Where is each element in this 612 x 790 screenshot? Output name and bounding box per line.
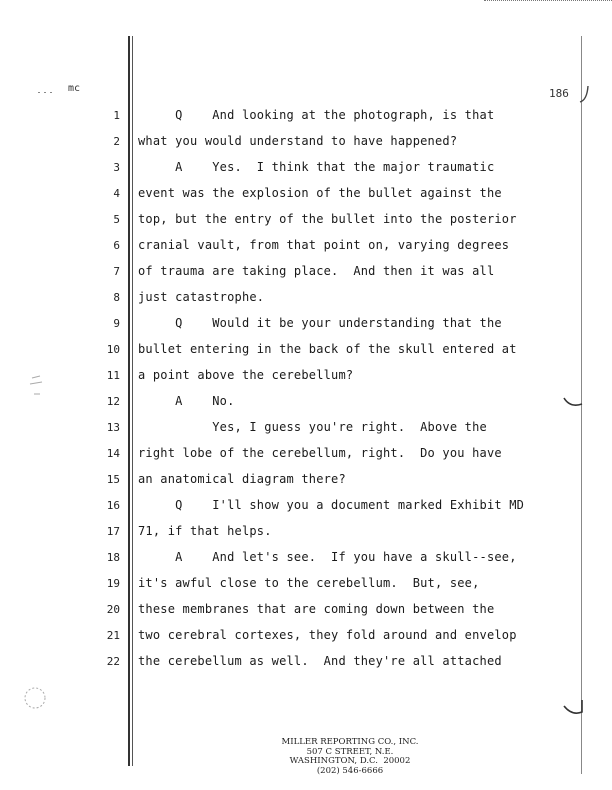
transcript-line: right lobe of the cerebellum, right. Do you have [138,446,502,460]
line-number: 17 [106,525,120,538]
left-margin-rule-inner [132,36,133,766]
transcript-line: bullet entering in the back of the skull entered at [138,342,517,356]
bracket-mark-icon [562,698,584,722]
line-number: 1 [113,109,120,122]
transcript-line: Q I'll show you a document marked Exhibit MD [138,498,525,512]
line-number: 9 [113,317,120,330]
line-number: 6 [113,239,120,252]
line-number: 15 [106,473,120,486]
line-number: 2 [113,135,120,148]
transcript-line: A And let's see. If you have a skull--see, [138,550,517,564]
line-number: 16 [106,499,120,512]
transcript-line: these membranes that are coming down between the [138,602,495,616]
footer-city: WASHINGTON, D.C. 20002 [289,756,411,766]
line-number: 11 [106,369,120,382]
top-edge-rule [484,0,612,1]
transcript-line: a point above the cerebellum? [138,368,354,382]
transcript-line: top, but the entry of the bullet into the posterior [138,212,517,226]
transcript-line: Q And looking at the photograph, is that [138,108,495,122]
scan-speck [44,92,46,93]
transcript-line: cranial vault, from that point on, varying degrees [138,238,510,252]
transcript-line: A Yes. I think that the major traumatic [138,160,495,174]
footer-street: 507 C STREET, N.E. [306,746,394,757]
line-number: 8 [113,291,120,304]
line-number: 18 [106,551,120,564]
reporter-initials: mc [68,83,81,94]
line-number: 22 [106,655,120,668]
transcript-line: it's awful close to the cerebellum. But, see, [138,576,480,590]
line-number: 3 [113,161,120,174]
transcript-line: Yes, I guess you're right. Above the [138,420,487,434]
transcript-line: 71, if that helps. [138,524,272,538]
line-number: 10 [106,343,120,356]
line-number: 20 [106,603,120,616]
line-number: 7 [113,265,120,278]
line-number: 12 [106,395,120,408]
line-number: 4 [113,187,120,200]
transcript-line: what you would understand to have happened? [138,134,458,148]
line-number: 21 [106,629,120,642]
reporter-footer [230,738,470,776]
transcript-line: just catastrophe. [138,290,265,304]
bracket-mark-icon [578,84,592,104]
transcript-line: A No. [138,394,235,408]
line-number: 14 [106,447,120,460]
transcript-line: the cerebellum as well. And they're all attached [138,654,502,668]
punch-hole-icon [22,684,50,714]
transcript-line: two cerebral cortexes, they fold around and envelop [138,628,517,642]
transcript-line: an anatomical diagram there? [138,472,346,486]
bracket-mark-icon [562,392,584,412]
line-number: 13 [106,421,120,434]
line-number: 19 [106,577,120,590]
footer-phone: (202) 546-6666 [316,765,384,776]
page-number: 186 [549,87,569,100]
footer-company: MILLER REPORTING CO., INC. [281,737,419,747]
scan-smudge-icon [24,372,50,406]
transcript-line: Q Would it be your understanding that the [138,316,502,330]
left-margin-rule [128,36,130,766]
line-number: 5 [113,213,120,226]
transcript-line: of trauma are taking place. And then it was all [138,264,495,278]
scan-speck [38,92,40,93]
scan-speck [50,92,52,93]
transcript-line: event was the explosion of the bullet against the [138,186,502,200]
